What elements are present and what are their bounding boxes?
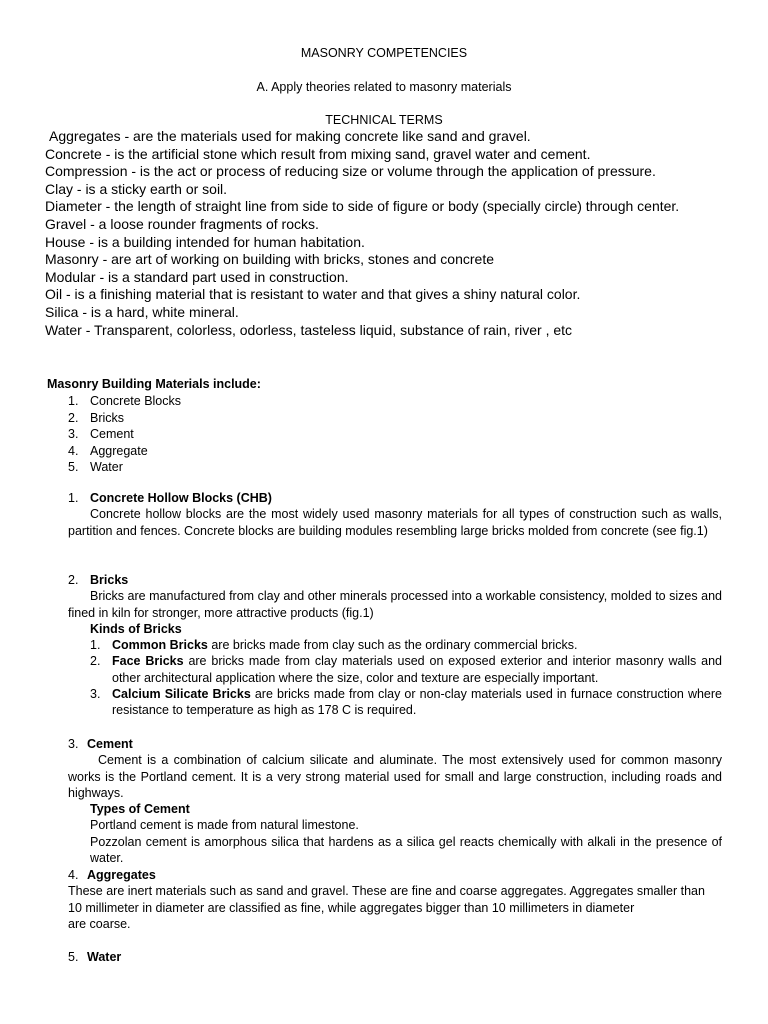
list-number: 5.	[68, 460, 79, 474]
term-house: House - is a building intended for human habitation.	[45, 233, 365, 250]
list-item	[68, 443, 181, 460]
list-item	[90, 637, 722, 653]
section-heading	[68, 572, 722, 588]
list-item	[68, 393, 181, 410]
term-gravel: Gravel - a loose rounder fragments of rocks.	[45, 215, 319, 232]
section-body: These are inert materials such as sand and gravel. These are fine and coarse aggregates. Aggregates smaller than 10 millimeter in diameter are classified as fine, while aggregates bigger than 10 millimeters in diameter	[68, 884, 705, 915]
list-number: 4.	[68, 443, 79, 458]
list-item	[68, 410, 181, 427]
term-masonry: Masonry - are art of working on building with bricks, stones and concrete	[45, 251, 494, 268]
section-cement	[68, 736, 722, 866]
section-title: Concrete Hollow Blocks (CHB)	[90, 491, 272, 505]
section-title: Water	[87, 950, 122, 964]
term-modular: Modular - is a standard part used in construction.	[45, 268, 349, 285]
list-number: 2.	[90, 654, 101, 669]
list-item	[68, 426, 181, 443]
section-title: Bricks	[90, 573, 129, 587]
term-silica: Silica - is a hard, white mineral.	[45, 303, 239, 320]
list-label: Concrete Blocks	[90, 394, 182, 408]
section-body: Bricks are manufactured from clay and other minerals processed into a workable consistency, molded to sizes and fined in kiln for stronger, more attractive products (fig.1)	[68, 589, 722, 620]
section-heading	[68, 867, 722, 883]
section-heading	[68, 490, 722, 506]
section-heading	[68, 949, 722, 965]
technical-terms-list	[45, 128, 725, 339]
brick-description: are bricks made from clay or non-clay materials used in furnace construction where resistance to temperature as high as 178 C is required.	[112, 687, 722, 718]
section-body: Concrete hollow blocks are the most widely used masonry materials for all types of construction such as walls, partition and fences. Concrete blocks are building modules resembling large bricks molded from concrete (see fig.1)	[68, 507, 722, 538]
term-diameter: Diameter - the length of straight line from side to side of figure or body (specially circle) through center.	[45, 198, 680, 215]
list-item	[68, 459, 181, 476]
list-label: Water	[90, 460, 123, 474]
document-subtitle: A. Apply theories related to masonry materials	[256, 80, 512, 94]
cement-type-portland: Portland cement is made from natural limestone.	[90, 818, 359, 833]
term-concrete: Concrete - is the artificial stone which result from mixing sand, gravel water and cement.	[45, 145, 591, 162]
section-chb	[68, 490, 722, 539]
section-title: Aggregates	[87, 868, 156, 882]
brick-name: Calcium Silicate Bricks	[112, 687, 251, 702]
section-body-continued: are coarse.	[68, 916, 131, 931]
section-bricks	[68, 572, 722, 719]
term-oil: Oil - is a finishing material that is resistant to water and that gives a shiny natural color.	[45, 286, 581, 303]
section-heading	[68, 736, 722, 752]
list-item	[90, 686, 722, 719]
brick-description: are bricks made from clay such as the ordinary commercial bricks.	[207, 638, 578, 653]
brick-description: are bricks made from clay materials used on exposed exterior and interior masonry walls and other architectural application where the size, color and texture are especially important.	[112, 654, 722, 685]
section-number: 1.	[68, 491, 79, 505]
kinds-of-bricks-heading: Kinds of Bricks	[90, 621, 182, 636]
kinds-of-bricks-list	[68, 637, 722, 718]
types-of-cement-heading: Types of Cement	[90, 802, 190, 817]
section-title: Cement	[87, 737, 133, 751]
list-label: Cement	[90, 427, 134, 441]
section-water	[68, 949, 722, 965]
list-number: 1.	[90, 638, 101, 653]
term-compression: Compression - is the act or process of reducing size or volume through the application of pressure.	[45, 163, 656, 180]
list-number: 3.	[68, 427, 79, 441]
section-body: Cement is a combination of calcium silicate and aluminate. The most extensively used for common masonry works is the Portland cement. It is a very strong material used for small and large construction, including roads and highways.	[68, 753, 722, 800]
list-number: 2.	[68, 410, 79, 425]
materials-heading: Masonry Building Materials include:	[47, 377, 261, 391]
term-water: Water - Transparent, colorless, odorless, tasteless liquid, substance of rain, river , etc	[45, 321, 573, 338]
term-clay: Clay - is a sticky earth or soil.	[45, 180, 228, 197]
brick-name: Common Bricks	[112, 638, 208, 653]
list-item	[90, 653, 722, 686]
cement-type-pozzolan: Pozzolan cement is amorphous silica that hardens as a silica gel reacts chemically with alkali in the presence of water.	[90, 834, 722, 866]
technical-terms-heading: TECHNICAL TERMS	[325, 113, 443, 127]
list-number: 3.	[90, 687, 101, 702]
materials-list	[68, 393, 181, 476]
list-number: 1.	[68, 394, 79, 408]
section-number: 4.	[68, 868, 79, 882]
section-aggregates	[68, 867, 722, 932]
term-aggregates: Aggregates - are the materials used for making concrete like sand and gravel.	[49, 128, 531, 144]
section-number: 5.	[68, 950, 79, 964]
document-title: MASONRY COMPETENCIES	[300, 46, 468, 60]
list-label: Bricks	[90, 410, 125, 425]
section-number: 3.	[68, 737, 79, 751]
brick-name: Face Bricks	[112, 654, 184, 669]
section-number: 2.	[68, 573, 79, 587]
list-label: Aggregate	[90, 443, 148, 458]
